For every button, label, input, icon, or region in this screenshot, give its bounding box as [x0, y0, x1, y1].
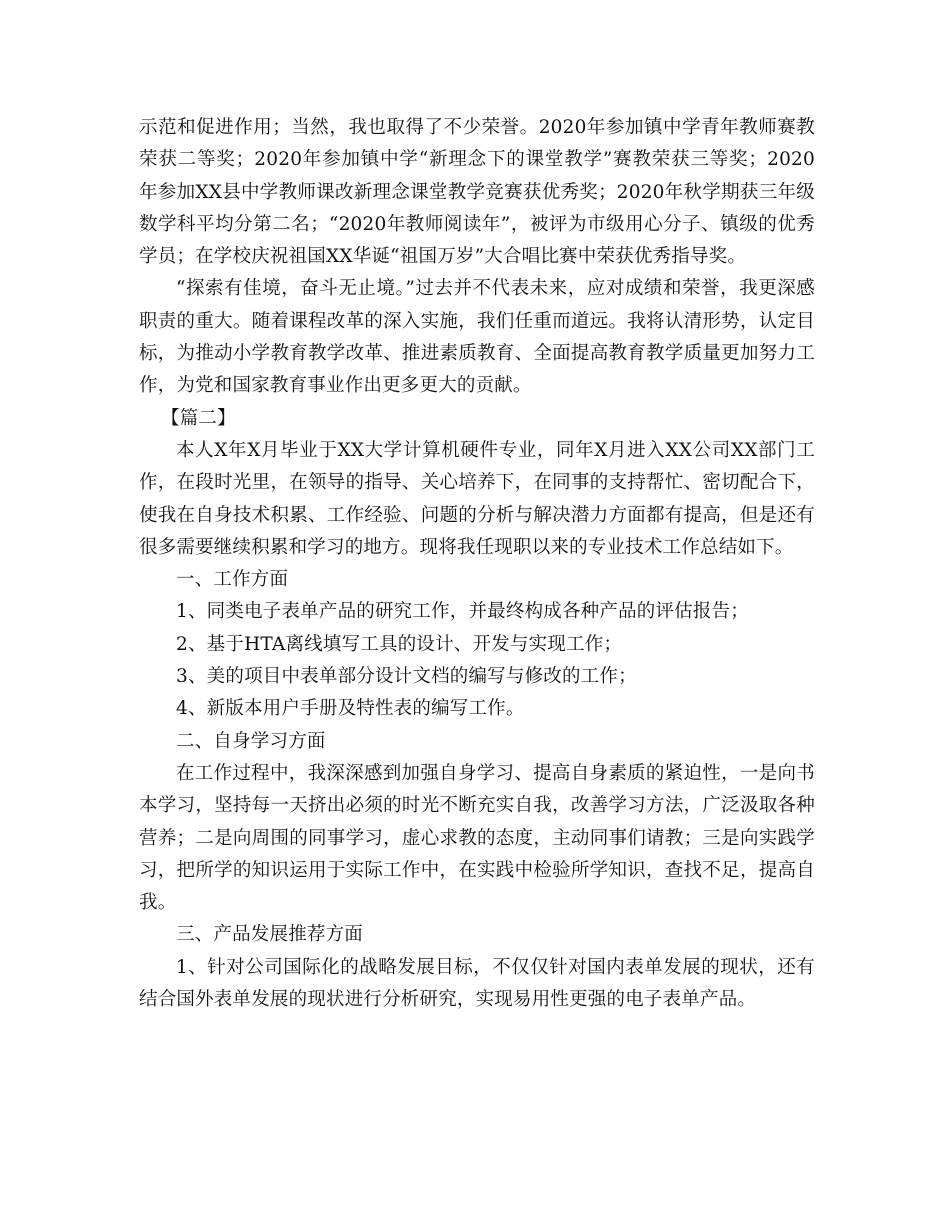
- work-item: 1、同类电子表单产品的研究工作，并最终构成各种产品的评估报告；: [176, 601, 749, 623]
- work-item: 4、新版本用户手册及特性表的编写工作。: [176, 698, 525, 720]
- paragraph-outlook: “探索有佳境，奋斗无止境。”过去并不代表未来，应对成绩和荣誉，我更深感职责的重大。随着课程改革的深入实施，我们任重而道远。我将认清形势，认定目标，为推动小学教育教学改革、推进素质教育、全面提高教育教学质量更加努力工作，为党和国家教育事业作出更多更大的贡献。: [139, 278, 815, 397]
- paragraph-product: 1、针对公司国际化的战略发展目标，不仅仅针对国内表单发展的现状，还有结合国外表单发展的现状进行分析研究，实现易用性更强的电子表单产品。: [139, 956, 815, 1011]
- document-body: [139, 112, 815, 1016]
- heading-product: 三、产品发展推荐方面: [176, 924, 364, 946]
- work-item: 3、美的项目中表单部分设计文档的编写与修改的工作；: [176, 666, 637, 688]
- work-item: 2、基于HTA离线填写工具的设计、开发与实现工作；: [176, 633, 623, 655]
- paragraph-intro: 本人X年X月毕业于XX大学计算机硬件专业，同年X月进入XX公司XX部门工作，在段时光里，在领导的指导、关心培养下，在同事的支持帮忙、密切配合下，使我在自身技术积累、工作经验、问题的分析与解决潜力方面都有提高，但是还有很多需要继续积累和学习的地方。现将我任现职以来的专业技术工作总结如下。: [139, 439, 815, 558]
- paragraph-self-study: 在工作过程中，我深深感到加强自身学习、提高自身素质的紧迫性，一是向书本学习，坚持每一天挤出必须的时光不断充实自我，改善学习方法，广泛汲取各种营养；二是向周围的同事学习，虚心求教的态度，主动同事们请教；三是向实践学习，把所学的知识运用于实际工作中，在实践中检验所学知识，查找不足，提高自我。: [139, 762, 815, 914]
- paragraph-honors: 示范和促进作用；当然，我也取得了不少荣誉。2020年参加镇中学青年教师赛教荣获二等奖；2020年参加镇中学“新理念下的课堂教学”赛教荣获三等奖；2020年参加XX县中学教师课改新理念课堂教学竞赛获优秀奖；2020年秋学期获三年级数学科平均分第二名；“2020年教师阅读年”，被评为市级用心分子、镇级的优秀学员；在学校庆祝祖国XX华诞“祖国万岁”大合唱比赛中荣获优秀指导奖。: [139, 117, 815, 268]
- section-title: 【篇二】: [161, 407, 236, 429]
- heading-self-study: 二、自身学习方面: [176, 730, 326, 752]
- heading-work: 一、工作方面: [176, 569, 289, 591]
